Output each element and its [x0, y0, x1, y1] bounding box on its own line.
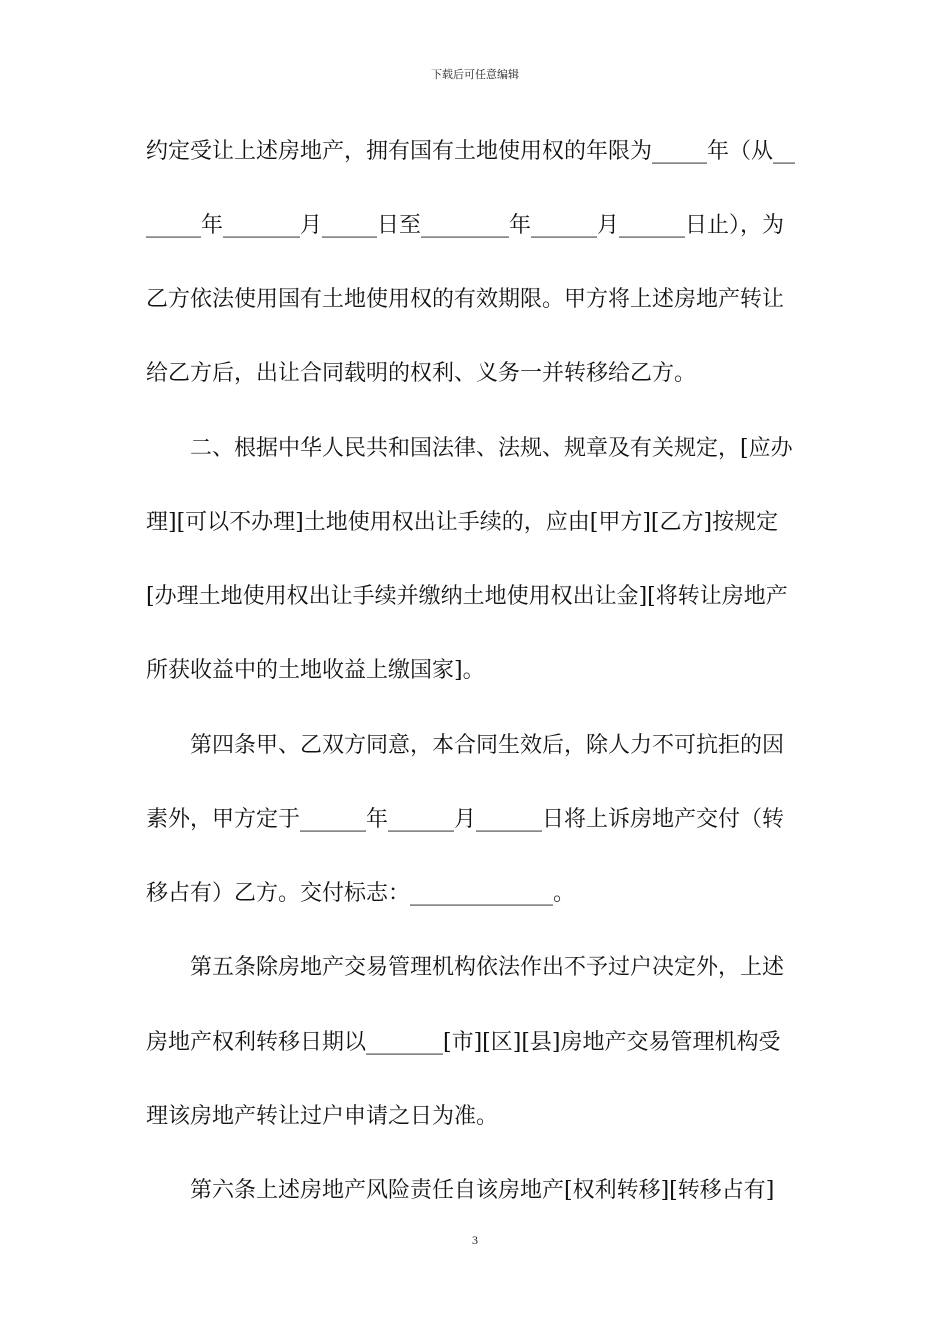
body-line-9: 第四条甲、乙双方同意，本合同生效后，除人力不可抗拒的因 — [146, 733, 785, 758]
body-line-15: 第六条上述房地产风险责任自该房地产[权利转移][转移占有] — [146, 1178, 775, 1203]
body-line-11: 移占有）乙方。交付标志：_____________。 — [146, 881, 576, 906]
page-number: 3 — [472, 1233, 478, 1247]
body-line-12: 第五条除房地产交易管理机构依法作出不予过户决定外，上述 — [146, 955, 785, 980]
body-line-6: 理][可以不办理]土地使用权出让手续的，应由[甲方][乙方]按规定 — [146, 510, 779, 535]
body-line-10: 素外，甲方定于______年______月______日将上诉房地产交付（转 — [146, 807, 785, 832]
body-line-8: 所获收益中的土地收益上缴国家]。 — [146, 658, 485, 683]
body-line-4: 给乙方后，出让合同载明的权利、义务一并转移给乙方。 — [146, 361, 697, 386]
body-line-7: [办理土地使用权出让手续并缴纳土地使用权出让金][将转让房地产 — [146, 584, 788, 609]
body-line-2: _____年_______月_____日至________年______月______日止），为 — [146, 213, 785, 238]
page-header: 下载后可任意编辑 — [431, 68, 519, 81]
body-line-13: 房地产权利转移日期以_______[市][区][县]房地产交易管理机构受 — [146, 1030, 781, 1055]
body-line-5: 二、根据中华人民共和国法律、法规、规章及有关规定，[应办 — [146, 436, 793, 461]
body-line-3: 乙方依法使用国有土地使用权的有效期限。甲方将上述房地产转让 — [146, 287, 785, 312]
body-line-14: 理该房地产转让过户申请之日为准。 — [146, 1104, 499, 1129]
body-line-1: 约定受让上述房地产，拥有国有土地使用权的年限为_____年（从__ — [146, 139, 796, 164]
